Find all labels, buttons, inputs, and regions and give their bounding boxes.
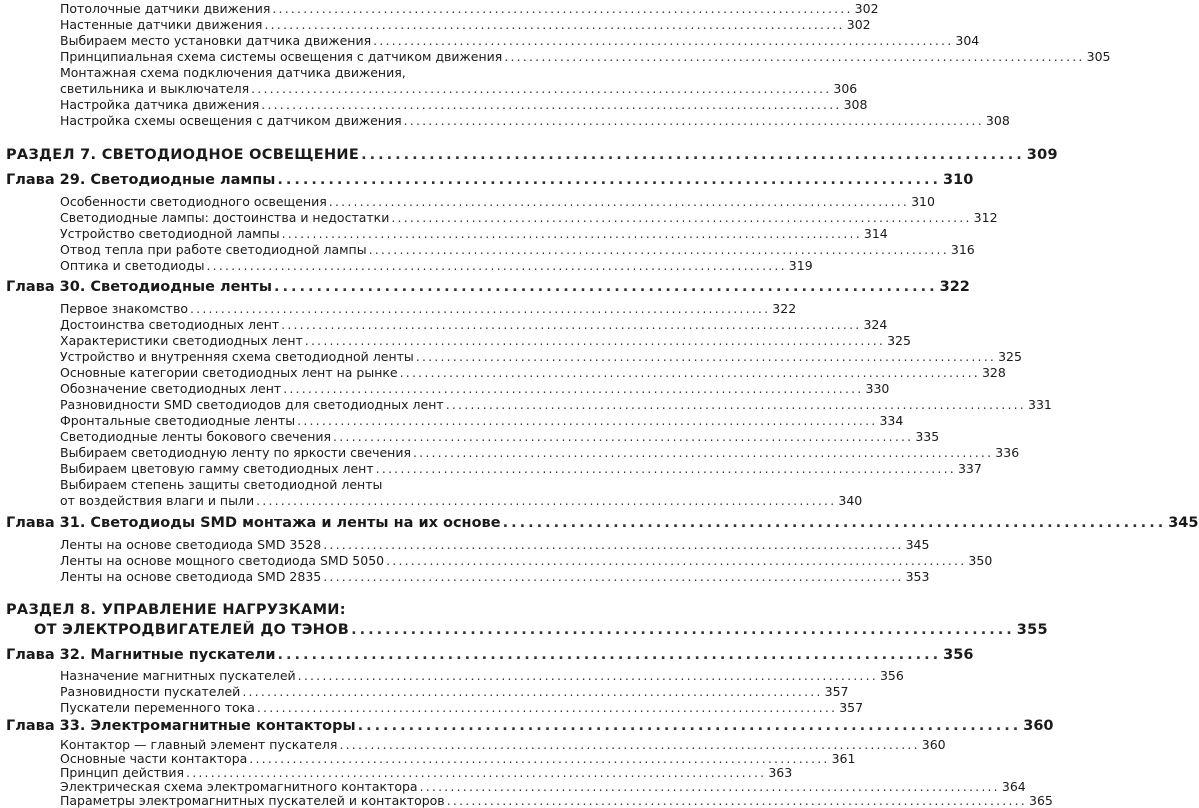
toc-entry-line1: Выбираем степень защиты светодиодной ленты [60,477,383,492]
toc-entry[interactable]: Настенные датчики движения .............................................................................................. 302 [60,17,871,32]
toc-entry[interactable]: Первое знакомство .............................................................................................. 322 [60,301,797,316]
toc-entry[interactable]: Основные части контактора .............................................................................................. 361 [60,751,856,766]
toc-chapter[interactable]: Глава 30. Светодиодные ленты .............................................................................. 322 [6,279,970,295]
toc-entry[interactable]: от воздействия влаги и пыли .............................................................................................. 340 [60,493,863,508]
toc-entry[interactable]: Основные категории светодиодных лент на рынке .............................................................................................. 328 [60,365,1006,380]
toc-entry[interactable]: Обозначение светодиодных лент .............................................................................................. 330 [60,381,890,396]
toc-entry[interactable]: Светодиодные ленты бокового свечения .............................................................................................. 335 [60,429,940,444]
toc-entry[interactable]: Устройство и внутренняя схема светодиодной ленты .............................................................................................. 325 [60,349,1022,364]
toc-section[interactable]: ОТ ЭЛЕКТРОДВИГАТЕЛЕЙ ДО ТЭНОВ .............................................................................. 355 [34,622,1048,638]
toc-entry[interactable]: Принципиальная схема системы освещения с датчиком движения .............................................................................................. 305 [60,49,1111,64]
toc-entry[interactable]: Потолочные датчики движения .............................................................................................. 302 [60,1,879,16]
toc-section[interactable]: РАЗДЕЛ 7. СВЕТОДИОДНОЕ ОСВЕЩЕНИЕ .............................................................................. 309 [6,147,1058,163]
toc-entry[interactable]: Светодиодные лампы: достоинства и недостатки .............................................................................................. 312 [60,210,998,225]
toc-section-line1: РАЗДЕЛ 8. УПРАВЛЕНИЕ НАГРУЗКАМИ: [6,602,346,618]
toc-entry[interactable]: Выбираем место установки датчика движения .............................................................................................. 304 [60,33,980,48]
toc-entry[interactable]: Настройка схемы освещения с датчиком движения .............................................................................................. 308 [60,113,1010,128]
toc-entry[interactable]: Оптика и светодиоды .............................................................................................. 319 [60,258,813,273]
toc-entry[interactable]: Выбираем цветовую гамму светодиодных лент .............................................................................................. 337 [60,461,982,476]
toc-entry[interactable]: Разновидности SMD светодиодов для светодиодных лент .............................................................................................. 331 [60,397,1052,412]
toc-entry[interactable]: Ленты на основе светодиода SMD 2835 .............................................................................................. 353 [60,569,930,584]
toc-entry[interactable]: Электрическая схема электромагнитного контактора .............................................................................................. 364 [60,779,1026,794]
toc-entry[interactable]: Отвод тепла при работе светодиодной лампы .............................................................................................. 316 [60,242,975,257]
toc-entry[interactable]: Назначение магнитных пускателей .............................................................................................. 356 [60,668,904,683]
toc-entry[interactable]: светильника и выключателя .............................................................................................. 306 [60,81,858,96]
toc-entry[interactable]: Ленты на основе светодиода SMD 3528 .............................................................................................. 345 [60,537,930,552]
toc-entry[interactable]: Принцип действия .............................................................................................. 363 [60,765,793,780]
toc-entry[interactable]: Достоинства светодиодных лент .............................................................................................. 324 [60,317,888,332]
toc-entry[interactable]: Пускатели переменного тока .............................................................................................. 357 [60,700,864,715]
toc-entry[interactable]: Ленты на основе мощного светодиода SMD 5050 .............................................................................................. 350 [60,553,993,568]
toc-entry[interactable]: Характеристики светодиодных лент .............................................................................................. 325 [60,333,911,348]
toc-entry[interactable]: Фронтальные светодиодные ленты .............................................................................................. 334 [60,413,904,428]
toc-entry[interactable]: Разновидности пускателей .............................................................................................. 357 [60,684,849,699]
toc-entry[interactable]: Устройство светодиодной лампы .............................................................................................. 314 [60,226,888,241]
toc-entry[interactable]: Контактор — главный элемент пускателя .............................................................................................. 360 [60,737,946,752]
toc-entry[interactable]: Особенности светодиодного освещения .............................................................................................. 310 [60,194,935,209]
toc-entry[interactable]: Параметры электромагнитных пускателей и контакторов .............................................................................................. 365 [60,793,1053,808]
toc-chapter[interactable]: Глава 32. Магнитные пускатели .............................................................................. 356 [6,647,974,663]
toc-chapter[interactable]: Глава 31. Светодиоды SMD монтажа и ленты на их основе .............................................................................. 345 [6,515,1199,531]
toc-chapter[interactable]: Глава 29. Светодиодные лампы .............................................................................. 310 [6,172,974,188]
toc-entry-line1: Монтажная схема подключения датчика движения, [60,65,406,80]
toc-entry[interactable]: Выбираем светодиодную ленту по яркости свечения .............................................................................................. 336 [60,445,1020,460]
toc-entry[interactable]: Настройка датчика движения .............................................................................................. 308 [60,97,868,112]
toc-chapter[interactable]: Глава 33. Электромагнитные контакторы .............................................................................. 360 [6,718,1054,734]
